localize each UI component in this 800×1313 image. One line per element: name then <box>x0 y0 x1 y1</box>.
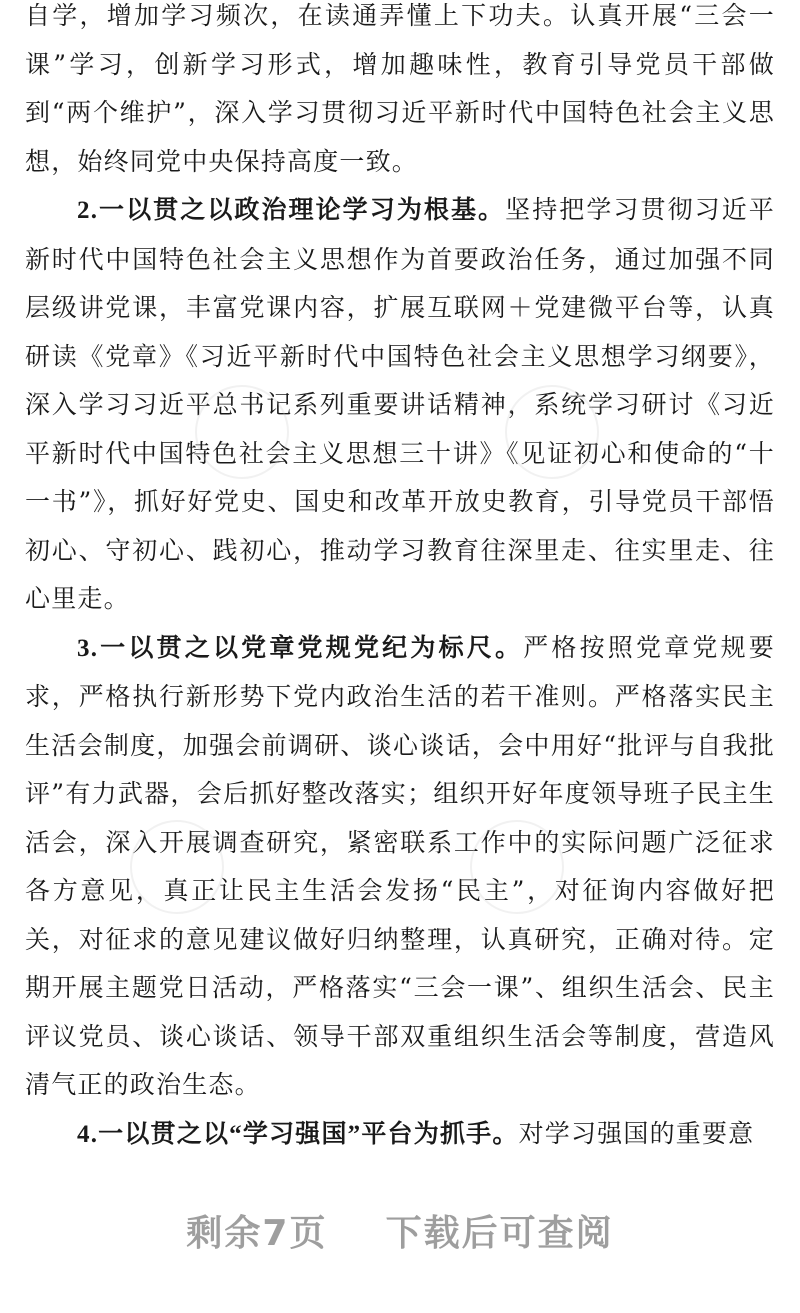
document-page <box>25 0 775 1159</box>
paragraph-1-body: 自学，增加学习频次，在读通弄懂上下功夫。认真开展“三会一课”学习，创新学习形式，增加趣味性，教育引导党员干部做到“两个维护”，深入学习贯彻习近平新时代中国特色社会主义思想，始终同党中央保持高度一致。 <box>25 1 775 176</box>
download-hint-label: 下载后可查阅 <box>385 1213 614 1254</box>
paragraph-3 <box>25 624 775 1110</box>
paragraph-2-body: 坚持把学习贯彻习近平新时代中国特色社会主义思想作为首要政治任务，通过加强不同层级讲党课，丰富党课内容，扩展互联网＋党建微平台等，认真研读《党章》《习近平新时代中国特色社会主义思想学习纲要》，深入学习习近平总书记系列重要讲话精神，系统学习研讨《习近平新时代中国特色社会主义思想三十讲》《见证初心和使命的“十一书”》，抓好好党史、国史和改革开放史教育，引导党员干部悟初心、守初心、践初心，推动学习教育往深里走、往实里走、往心里走。 <box>25 195 775 613</box>
paragraph-2 <box>25 186 775 624</box>
paragraph-4-body: 对学习强国的重要意 <box>518 1118 755 1148</box>
paragraph-1 <box>25 0 775 186</box>
paragraph-3-body: 严格按照党章党规要求，严格执行新形势下党内政治生活的若干准则。严格落实民主生活会制度，加强会前调研、谈心谈话，会中用好“批评与自我批评”有力武器，会后抓好整改落实；组织开好年度领导班子民主生活会，深入开展调查研究，紧密联系工作中的实际问题广泛征求各方意见，真正让民主生活会发扬“民主”，对征询内容做好把关，对征求的意见建议做好归纳整理，认真研究，正确对待。定期开展主题党日活动，严格落实“三会一课”、组织生活会、民主评议党员、谈心谈话、领导干部双重组织生活会等制度，营造风清气正的政治生态。 <box>25 632 775 1099</box>
download-prompt-banner[interactable] <box>0 1205 800 1256</box>
remaining-pages-label: 剩余7页 <box>186 1213 328 1254</box>
paragraph-3-heading: 3.一以贯之以党章党规党纪为标尺。 <box>77 634 524 662</box>
paragraph-4-heading: 4.一以贯之以“学习强国”平台为抓手。 <box>77 1120 519 1148</box>
paragraph-2-heading: 2.一以贯之以政治理论学习为根基。 <box>77 197 506 224</box>
paragraph-4 <box>25 1110 775 1160</box>
